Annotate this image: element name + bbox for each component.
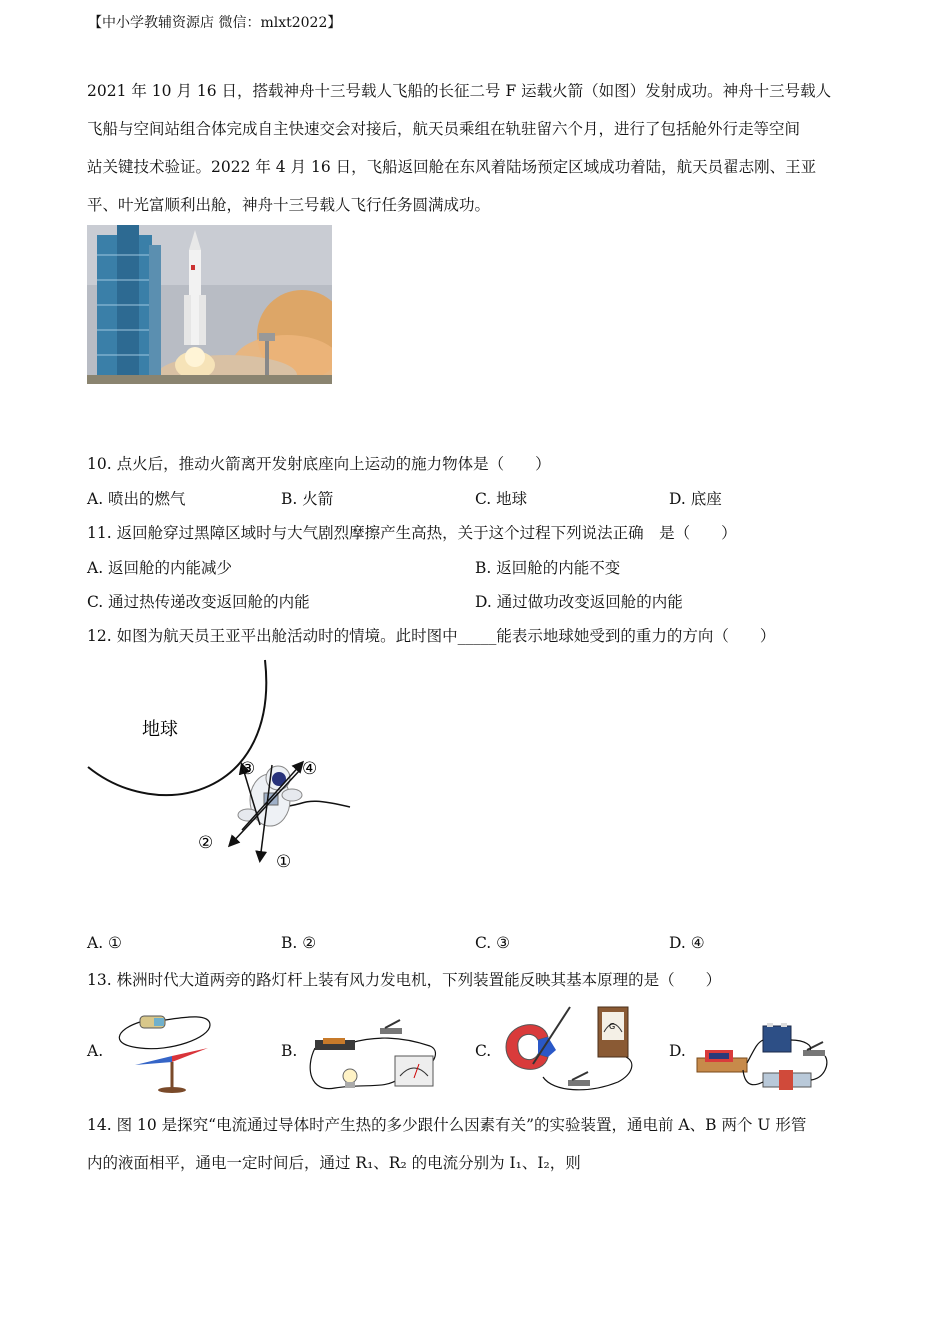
q11-option-c[interactable]: C. 通过热传递改变返回舱的内能 — [87, 593, 310, 611]
q13-option-d-label[interactable]: D. — [669, 1042, 686, 1060]
arrow-label-4: ④ — [302, 759, 318, 779]
q10-option-d[interactable]: D. 底座 — [669, 490, 722, 508]
intro-line: 平、叶光富顺利出舱，神舟十三号载人飞行任务圆满成功。 — [87, 196, 491, 214]
question-11-stem: 11. 返回舱穿过黑障区域时与大气剧烈摩擦产生高热，关于这个过程下列说法正确 是（ ） — [87, 524, 737, 542]
page-header: 【中小学教辅资源店 微信：mlxt2022】 — [88, 15, 342, 31]
intro-line: 2021 年 10 月 16 日，搭载神舟十三号载人飞船的长征二号 F 运载火箭（如图）发射成功。神舟十三号载人 — [87, 82, 832, 100]
rocket-launch-photo — [87, 225, 332, 384]
q11-option-a[interactable]: A. 返回舱的内能减少 — [87, 559, 233, 577]
galvanometer-label: G — [609, 1022, 616, 1031]
q12-option-a[interactable]: A. ① — [87, 934, 122, 952]
intro-line: 飞船与空间站组合体完成自主快速交会对接后，航天员乘组在轨驻留六个月，进行了包括舱外行走等空间 — [87, 120, 801, 138]
question-10-stem: 10. 点火后，推动火箭离开发射底座向上运动的施力物体是（ ） — [87, 455, 551, 473]
astronaut-gravity-diagram — [80, 655, 370, 880]
question-14-line-1: 14. 图 10 是探究“电流通过导体时产生热的多少跟什么因素有关”的实验装置，通电前 A、B 两个 U 形管 — [87, 1116, 807, 1134]
question-12-stem: 12. 如图为航天员王亚平出舱活动时的情境。此时图中_____能表示地球她受到的重力的方向（ ） — [87, 627, 776, 645]
question-14-line-2: 内的液面相平，通电一定时间后，通过 R₁、R₂ 的电流分别为 I₁、I₂，则 — [87, 1154, 581, 1172]
q13-option-c-figure — [498, 1002, 638, 1097]
intro-paragraph — [87, 72, 862, 224]
q13-option-a-figure — [110, 1010, 220, 1095]
q11-option-b[interactable]: B. 返回舱的内能不变 — [475, 559, 621, 577]
q10-option-b[interactable]: B. 火箭 — [281, 490, 334, 508]
intro-line: 站关键技术验证。2022 年 4 月 16 日，飞船返回舱在东风着陆场预定区域成功着陆，航天员翟志刚、王亚 — [87, 158, 817, 176]
q11-option-d[interactable]: D. 通过做功改变返回舱的内能 — [475, 593, 683, 611]
question-13-stem: 13. 株洲时代大道两旁的路灯杆上装有风力发电机，下列装置能反映其基本原理的是（ ） — [87, 971, 722, 989]
q10-option-c[interactable]: C. 地球 — [475, 490, 528, 508]
q13-option-b-figure — [305, 1018, 440, 1098]
q12-option-d[interactable]: D. ④ — [669, 934, 705, 952]
arrow-label-2: ② — [198, 833, 214, 853]
q12-option-b[interactable]: B. ② — [281, 934, 317, 952]
earth-label: 地球 — [142, 719, 178, 740]
q13-option-c-label[interactable]: C. — [475, 1042, 492, 1060]
q13-option-a-label[interactable]: A. — [87, 1042, 104, 1060]
arrow-label-3: ③ — [240, 759, 256, 779]
q12-option-c[interactable]: C. ③ — [475, 934, 511, 952]
arrow-label-1: ① — [276, 852, 292, 872]
q13-option-b-label[interactable]: B. — [281, 1042, 298, 1060]
q10-option-a[interactable]: A. 喷出的燃气 — [87, 490, 186, 508]
q13-option-d-figure — [695, 1018, 835, 1098]
